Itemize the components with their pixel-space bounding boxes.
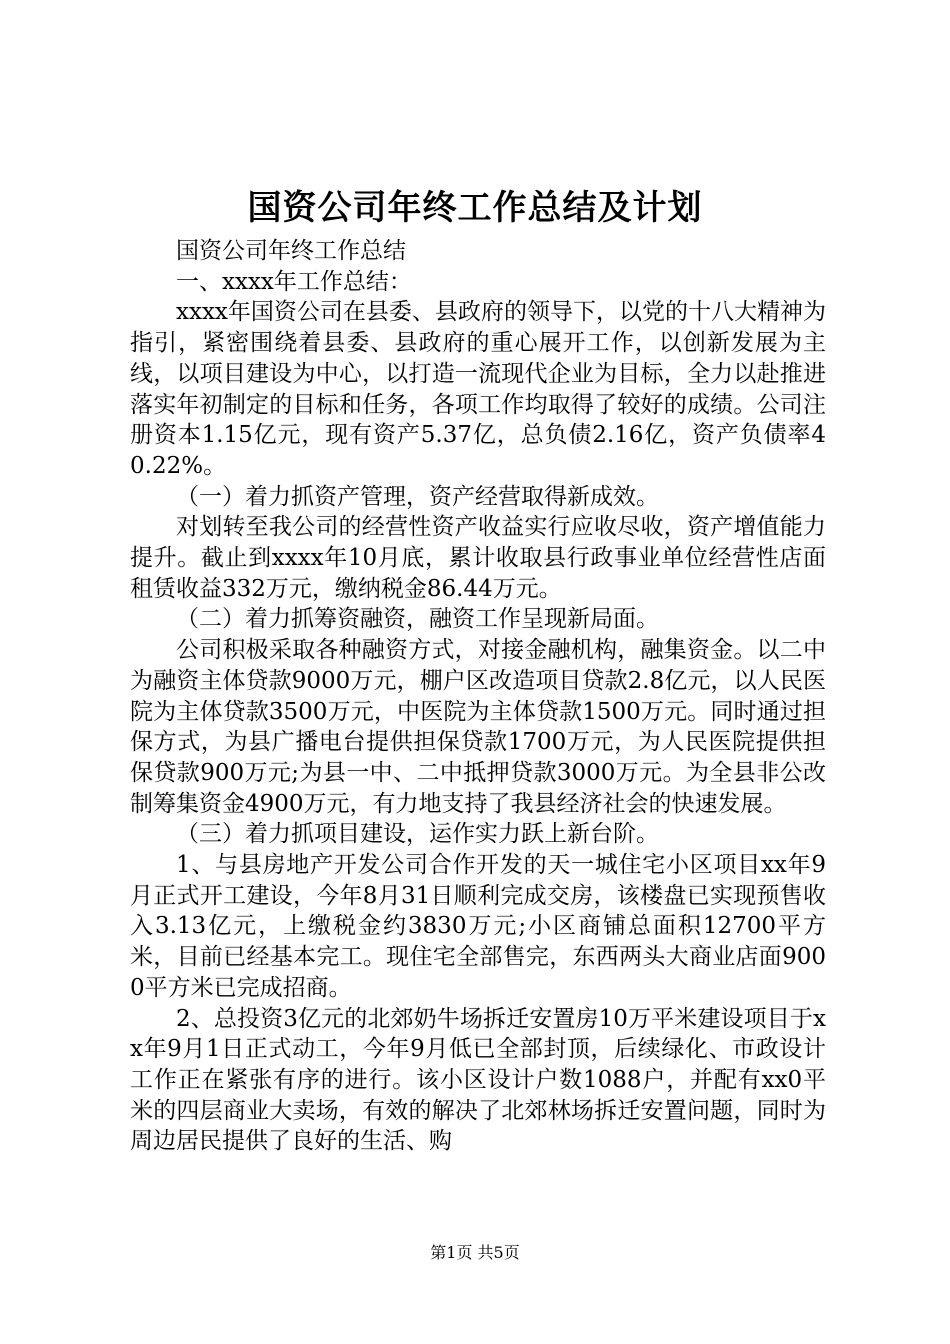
paragraph-project-2: 2、总投资3亿元的北郊奶牛场拆迁安置房10万平米建设项目于xx年9月1日正式动工，今年9月低已全部封顶，后续绿化、市政设计工作正在紧张有序的进行。该小区设计户数1088户，并配有xx0平米的四层商业大卖场，有效的解决了北郊林场拆迁安置问题，同时为周边居民提供了良好的生活、购 — [130, 1005, 826, 1155]
paragraph-heading-asset: （一）着力抓资产管理，资产经营取得新成效。 — [176, 483, 659, 510]
paragraph-project-1: 1、与县房地产开发公司合作开发的天一城住宅小区项目xx年9月正式开工建设，今年8月31日顺利完成交房，该楼盘已实现预售收入3.13亿元，上缴税金约3830万元;小区商铺总面积12700平方米，目前已经基本完工。现住宅全部售完，东西两头大商业店面9000平方米已完成招商。 — [130, 852, 826, 1001]
document-title: 国资公司年终工作总结及计划 — [247, 188, 703, 228]
paragraph-overview: xxxx年国资公司在县委、县政府的领导下，以党的十八大精神为指引，紧密围绕着县委、县政府的重心展开工作，以创新发展为主线，以项目建设为中心，以打造一流现代企业为目标，全力以赴推进落实年初制定的目标和任务，各项工作均取得了较好的成绩。公司注册资本1.15亿元，现有资产5.37亿，总负债2.16亿，资产负债率40.22%。 — [130, 299, 826, 479]
paragraph-financing: 公司积极采取各种融资方式，对接金融机构，融集资金。以二中为融资主体贷款9000万元，棚户区改造项目贷款2.8亿元，以人民医院为主体贷款3500万元，中医院为主体贷款1500万元。同时通过担保方式，为县广播电台提供担保贷款1700万元，为人民医院提供担保贷款900万元;为县一中、二中抵押贷款3000万元。为全县非公改制筹集资金4900万元，有力地支持了我县经济社会的快速发展。 — [130, 637, 826, 817]
paragraph-asset: 对划转至我公司的经营性资产收益实行应收尽收，资产增值能力提升。截止到xxxx年10月底，累计收取县行政事业单位经营性店面租赁收益332万元，缴纳税金86.44万元。 — [130, 514, 826, 602]
page-footer: 第1页 共5页 — [430, 1243, 520, 1262]
paragraph-subtitle: 国资公司年终工作总结 — [176, 238, 406, 264]
paragraph-section-heading: 一、xxxx年工作总结： — [176, 268, 412, 295]
paragraph-heading-projects: （三）着力抓项目建设，运作实力跃上新台阶。 — [176, 821, 659, 848]
document-body — [130, 236, 826, 1157]
paragraph-heading-financing: （二）着力抓筹资融资，融资工作呈现新局面。 — [176, 606, 659, 633]
